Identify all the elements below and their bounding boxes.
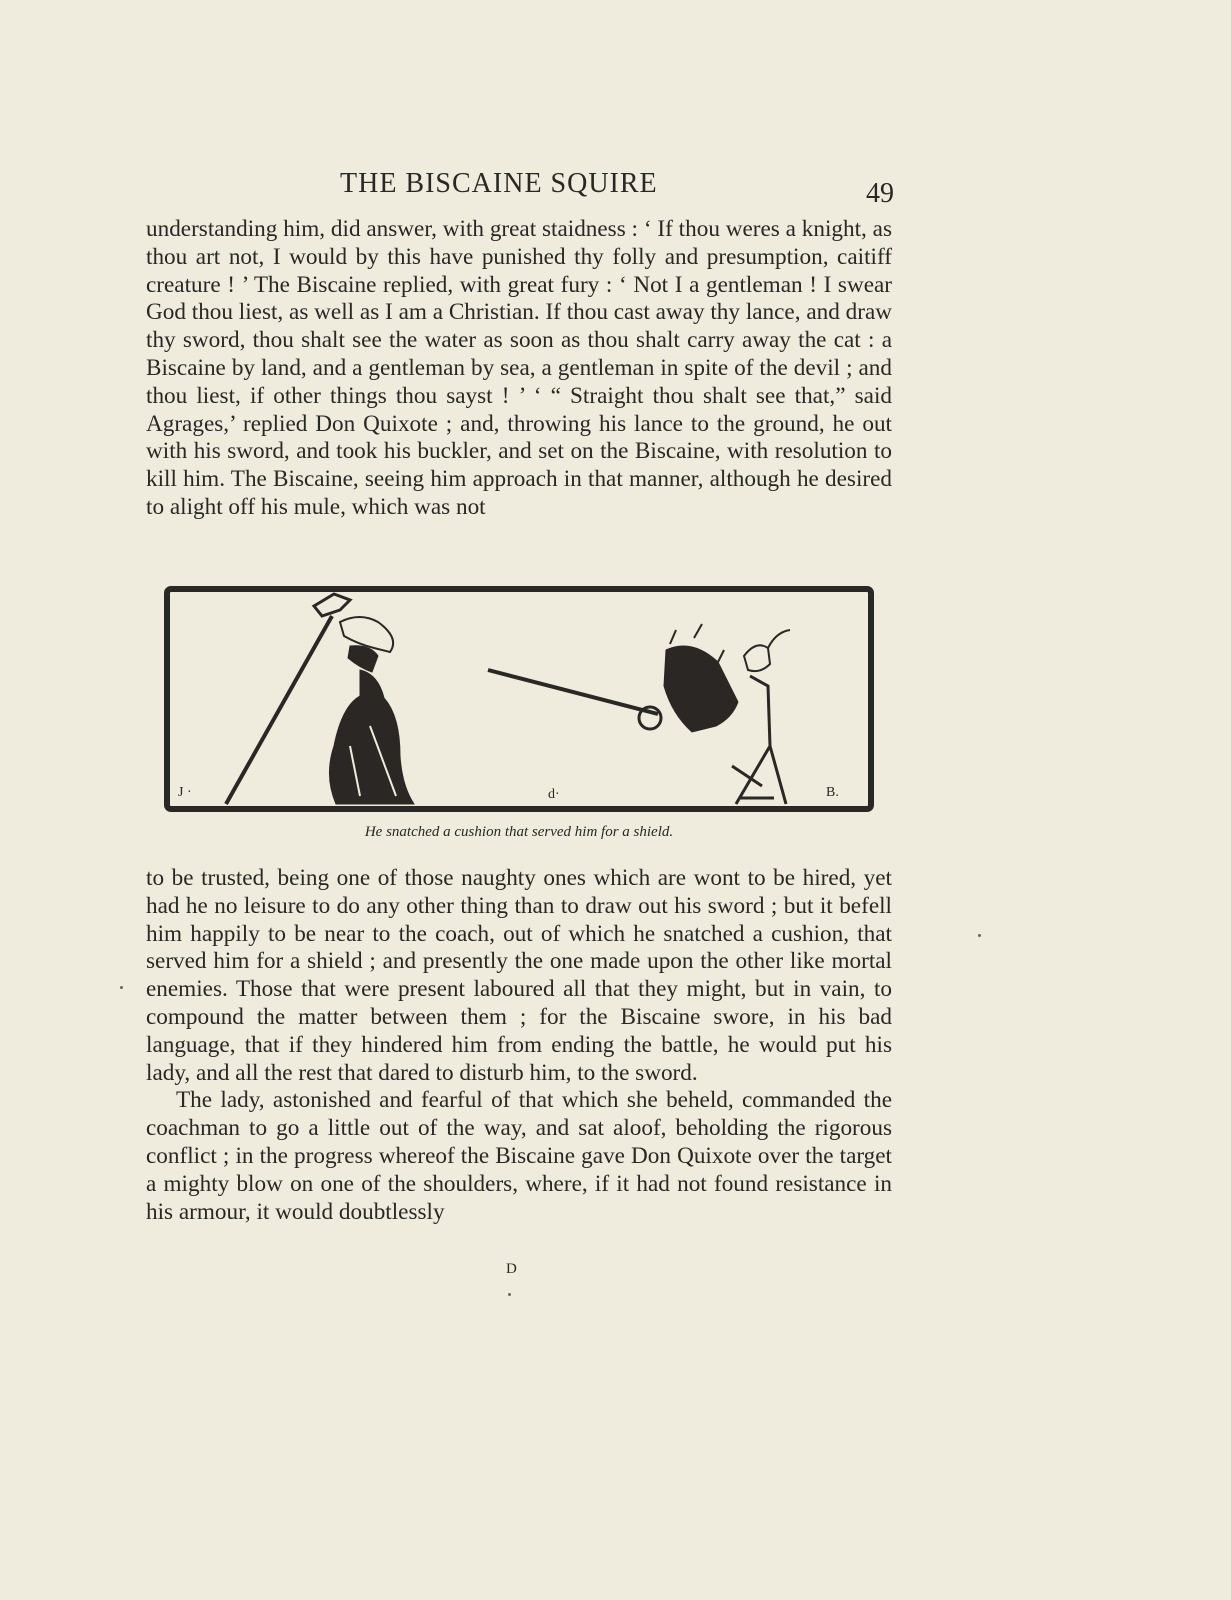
illustration-caption: He snatched a cushion that served him for a shield.: [364, 824, 674, 840]
text-block-bottom: [146, 865, 892, 1226]
illustration-initial: B.: [826, 785, 839, 800]
don-quixote-figure: [226, 594, 414, 804]
paragraph: to be trusted, being one of those naughty ones which are wont to be hired, yet had he no leisure to do any other thing than to draw out his sword ; but it befell him happily to be near to the coach, out of which he snatched a cushion, that served him for a shield ; and presently the one made upon the other like mortal enemies. Those that were present laboured all that they might, but in vain, to compound the matter between them ; for the Biscaine swore, in his bad language, that if they hindered him from ending the battle, he would put his lady, and all the rest that dared to disturb him, to the sword.: [146, 865, 892, 1086]
paper-speck: [120, 986, 123, 989]
woodcut-illustration: [164, 586, 874, 812]
running-head: THE BISCAINE SQUIRE: [340, 168, 658, 199]
illustration-initial: J ·: [178, 785, 192, 800]
paper-speck: [978, 934, 981, 937]
illustration-initial: d·: [548, 787, 560, 802]
biscaine-figure: [488, 624, 790, 804]
illustration-frame: [167, 589, 871, 809]
page-number: 49: [866, 178, 894, 209]
text-block-top: [146, 216, 892, 522]
signature-mark: D: [506, 1261, 517, 1277]
paper-speck: [508, 1293, 511, 1296]
paragraph: The lady, astonished and fearful of that which she beheld, commanded the coachman to go a little out of the way, and sat aloof, beholding the rigorous conflict ; in the progress whereof the Biscaine gave Don Quixote over the target a mighty blow on one of the shoulders, where, if it had not found resistance in his armour, it would doubtlessly: [146, 1087, 892, 1225]
paragraph: understanding him, did answer, with great staidness : ‘ If thou weres a knight, as thou art not, I would by this have punished thy folly and presumption, caitiff creature ! ’ The Biscaine replied, with great fury : ‘ Not I a gentleman ! I swear God thou liest, as well as I am a Christian. If thou cast away thy lance, and draw thy sword, thou shalt see the water as soon as thou shalt carry away the cat : a Biscaine by land, and a gentleman by sea, a gentleman in spite of the devil ; and thou liest, if other things thou sayst ! ’ ‘ “ Straight thou shalt see that,” said Agrages,’ replied Don Quixote ; and, throwing his lance to the ground, he out with his sword, and took his buckler, and set on the Biscaine, with resolution to kill him. The Biscaine, seeing him approach in that manner, although he desired to alight off his mule, which was not: [146, 216, 892, 520]
